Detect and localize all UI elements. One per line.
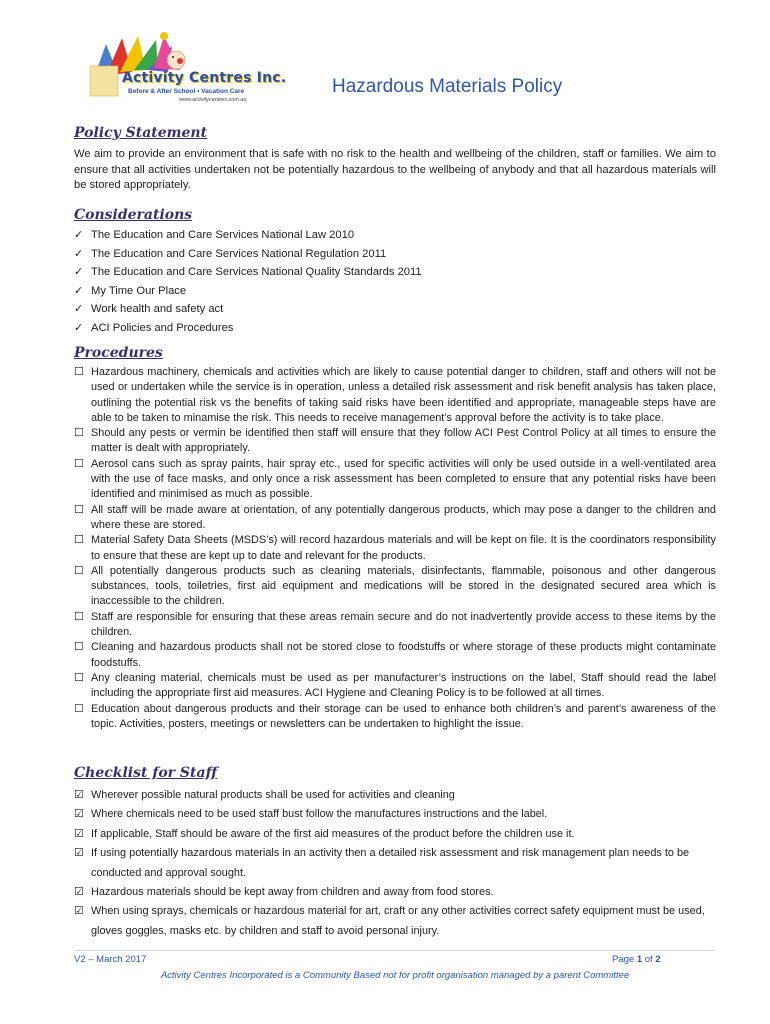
list-item-text: All staff will be made aware at orientation, of any potentially dangerous products, which may pose a danger to the children and where these are stored. — [91, 503, 716, 531]
organisation-logo — [84, 30, 287, 118]
list-item — [74, 825, 716, 844]
document-version: V2 – March 2017 — [74, 954, 147, 965]
considerations-heading: Considerations — [74, 207, 193, 223]
list-item-text: Aerosol cans such as spray paints, hair spray etc., used for specific activities will only be used outside in a well-ventilated area with the use of face masks, and only once a risk assessment has been completed to ensure that any potential risks have been identified and minimised as much as possible. — [91, 457, 716, 501]
checked-box-icon: ☑ — [74, 789, 84, 801]
policy-statement-heading: Policy Statement — [74, 125, 208, 141]
checked-box-icon: ☑ — [74, 886, 84, 899]
list-item — [74, 426, 716, 457]
list-item — [74, 263, 674, 282]
list-item — [74, 300, 674, 319]
checklist-heading: Checklist for Staff — [74, 765, 218, 781]
logo-tagline: Before & After School • Vacation Care — [128, 88, 245, 95]
checked-box-icon: ☑ — [74, 905, 84, 918]
list-item — [74, 610, 716, 641]
list-item-text: The Education and Care Services National Regulation 2011 — [91, 247, 387, 260]
footer-tagline: Activity Centres Incorporated is a Community Based not for profit organisation managed by a parent Committee — [160, 970, 630, 981]
list-item — [74, 805, 716, 824]
checkmark-icon: ✓ — [74, 229, 84, 241]
list-item — [74, 282, 674, 301]
checked-box-icon: ☑ — [74, 847, 84, 860]
list-item — [74, 844, 716, 883]
list-item-text: The Education and Care Services National Quality Standards 2011 — [91, 266, 422, 279]
checkmark-icon: ✓ — [74, 303, 84, 316]
staff-checklist — [74, 786, 716, 941]
list-item — [74, 702, 716, 733]
procedures-heading: Procedures — [74, 345, 163, 361]
list-item — [74, 365, 716, 426]
page-number — [612, 954, 661, 965]
empty-checkbox-icon: ☐ — [74, 671, 84, 684]
list-item — [74, 533, 716, 564]
list-item-text: If applicable, Staff should be aware of the first aid measures of the product before the children use it. — [91, 827, 575, 840]
checkmark-icon: ✓ — [74, 284, 84, 297]
procedures-list — [74, 365, 716, 732]
list-item-text: Material Safety Data Sheets (MSDS’s) will record hazardous materials and will be kept on file. It is the coordinators responsibility to ensure that these are kept up to date and relevant for the products. — [91, 534, 716, 562]
empty-checkbox-icon: ☐ — [74, 503, 84, 516]
policy-statement-text: We aim to provide an environment that is safe with no risk to the health and wellbeing of the children, staff or families. We aim to ensure that all activities undertaken not be potentially hazardous to the wellbeing of anybody and that all hazardous materials will be stored appropriately. — [74, 148, 716, 191]
list-item — [74, 503, 716, 534]
list-item-text: Where chemicals need to be used staff bust follow the manufactures instructions and the label. — [91, 808, 548, 821]
empty-checkbox-icon: ☐ — [74, 702, 84, 715]
empty-checkbox-icon: ☐ — [74, 534, 84, 547]
list-item-text: Staff are responsible for ensuring that these areas remain secure and do not inadvertently provide access to these items by the children. — [91, 610, 716, 639]
empty-checkbox-icon: ☐ — [74, 610, 84, 623]
list-item-text: Wherever possible natural products shall be used for activities and cleaning — [91, 789, 455, 801]
page-title: Hazardous Materials Policy — [332, 76, 563, 97]
page-number-total: 2 — [655, 954, 661, 965]
checkmark-icon: ✓ — [74, 266, 84, 279]
list-item — [74, 245, 674, 264]
list-item — [74, 640, 716, 671]
page-number-separator: of — [642, 954, 656, 965]
checkmark-icon: ✓ — [74, 247, 84, 260]
logo-name: Activity Centres Inc. — [122, 70, 287, 86]
empty-checkbox-icon: ☐ — [74, 564, 84, 577]
list-item-text: Hazardous materials should be kept away from children and away from food stores. — [91, 886, 494, 899]
empty-checkbox-icon: ☐ — [74, 457, 84, 470]
list-item-text: ACI Policies and Procedures — [91, 321, 234, 334]
list-item-text: The Education and Care Services National Law 2010 — [91, 229, 355, 241]
list-item-text: Education about dangerous products and their storage can be used to enhance both children’s and parent’s awareness of the topic. Activities, posters, meetings or newsletters can be undertaken to highlight the issue. — [91, 702, 716, 730]
list-item-text: If using potentially hazardous materials in an activity then a detailed risk assessment and risk management plan needs to be conducted and approval sought. — [91, 847, 690, 879]
list-item-text: Any cleaning material, chemicals must be used as per manufacturer’s instructions on the label, Staff should read the label including the appropriate first aid measures. ACI Hygiene and Cleaning Policy is to be followed at all times. — [91, 671, 716, 700]
list-item — [74, 319, 674, 338]
list-item — [74, 671, 716, 702]
page-number-current: 1 — [636, 954, 643, 965]
checked-box-icon: ☑ — [74, 827, 84, 840]
list-item — [74, 902, 716, 941]
logo-url: www.activitycentres.com.au — [179, 97, 247, 103]
list-item-text: My Time Our Place — [91, 284, 187, 297]
considerations-list — [74, 226, 674, 338]
page-number-prefix: Page — [612, 954, 637, 965]
list-item-text: Cleaning and hazardous products shall not be stored close to foodstuffs or where storage of these products might contaminate foodstuffs. — [91, 641, 716, 669]
list-item-text: Hazardous machinery, chemicals and activities which are likely to cause potential danger to children, staff and others will not be used or undertaken while the service is in operation, unless a detailed risk assessment and risk benefit analysis has taken place, outlining the potential risk vs the benefits of taking said risks have been identified and appropriate, manageable steps have are able to be taken to minamise the risk. This needs to receive management’s approval before the activity is to take place. — [91, 366, 716, 424]
list-item — [74, 883, 716, 902]
list-item-text: Should any pests or vermin be identified then staff will ensure that they follow ACI Pest Control Policy at all times to ensure the matter is dealt with appropriately. — [91, 427, 716, 455]
list-item — [74, 564, 716, 610]
checked-box-icon: ☑ — [74, 808, 84, 821]
list-item — [74, 457, 716, 503]
empty-checkbox-icon: ☐ — [74, 427, 84, 440]
checkmark-icon: ✓ — [74, 321, 84, 334]
list-item-text: All potentially dangerous products such as cleaning materials, disinfectants, flammable, poisonous and other dangerous substances, tools, toiletries, first aid equipment and medications will be stored in the designated secured area which is inaccessible to the children. — [91, 564, 716, 608]
list-item-text: Work health and safety act — [91, 303, 224, 316]
list-item-text: When using sprays, chemicals or hazardous material for art, craft or any other activities correct safety equipment must be used, gloves goggles, masks etc. by children and staff to avoid personal injury. — [91, 905, 705, 937]
empty-checkbox-icon: ☐ — [74, 366, 84, 378]
list-item — [74, 786, 716, 805]
footer-divider — [74, 950, 716, 951]
list-item — [74, 226, 674, 245]
empty-checkbox-icon: ☐ — [74, 641, 84, 654]
